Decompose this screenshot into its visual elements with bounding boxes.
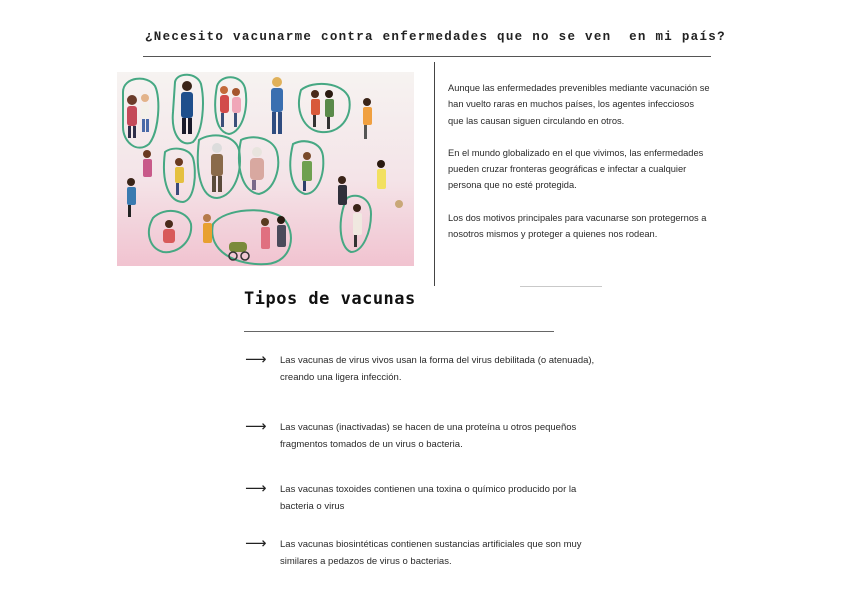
title-divider — [143, 56, 711, 57]
vaccine-type-text: Las vacunas (inactivadas) se hacen de una proteína u otros pequeños fragmentos tomados de un virus o bacteria. — [280, 422, 577, 450]
vaccine-type-text: Las vacunas biosintéticas contienen sustancias artificiales que son muy similares a pedazos de virus o bacterias. — [280, 539, 582, 567]
intro-underline — [520, 286, 602, 287]
section-heading: Tipos de vacunas — [244, 289, 416, 309]
page-title: ¿Necesito vacunarme contra enfermedades que no se ven en mi país? — [145, 30, 726, 44]
intro-paragraph: En el mundo globalizado en el que vivimos, las enfermedades pueden cruzar fronteras geográficas e infectar a cualquier persona que no esté protegida. — [448, 147, 704, 191]
intro-text — [448, 80, 710, 258]
intro-paragraph: Aunque las enfermedades prevenibles mediante vacunación se han vuelto raras en muchos países, los agentes infecciosos que las causan siguen circulando en otros. — [448, 83, 710, 126]
arrow-icon: ⟶ — [245, 479, 267, 497]
arrow-icon: ⟶ — [245, 417, 267, 435]
people-groups-illustration — [117, 72, 414, 266]
intro-paragraph: Los dos motivos principales para vacunarse son protegernos a nosotros mismos y proteger a quienes nos rodean. — [448, 212, 707, 240]
vaccine-type-text: Las vacunas de virus vivos usan la forma del virus debilitada (o atenuada), creando una ligera infección. — [280, 355, 595, 383]
section-divider — [244, 331, 554, 332]
column-divider — [434, 62, 435, 286]
vaccine-type-text: Las vacunas toxoides contienen una toxina o químico producido por la bacteria o virus — [280, 484, 577, 512]
arrow-icon: ⟶ — [245, 350, 267, 368]
arrow-icon: ⟶ — [245, 534, 267, 552]
